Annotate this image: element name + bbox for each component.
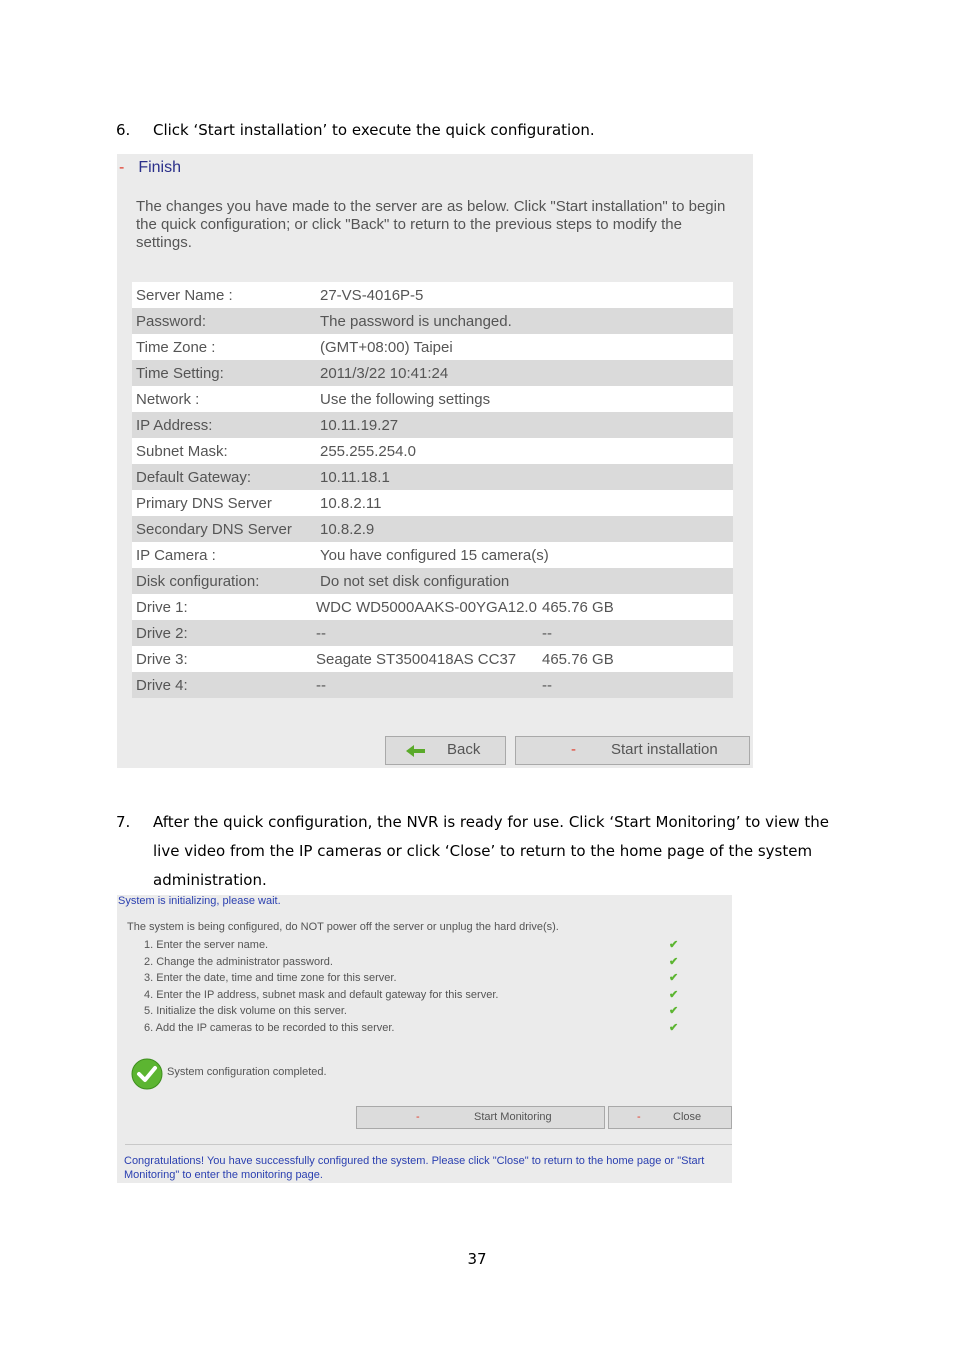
drive-model: -- <box>312 672 538 698</box>
start-label: Start installation <box>611 741 718 758</box>
row-value: (GMT+08:00) Taipei <box>312 334 733 360</box>
close-button[interactable] <box>608 1106 732 1129</box>
table-row <box>132 568 733 594</box>
checkmark-icon: ✔ <box>669 1005 679 1018</box>
start-icon: - <box>571 741 576 758</box>
congrats-message: Congratulations! You have successfully configured the system. Please click "Close" to return to the home page or "Start Monitoring" to enter the monitoring page. <box>124 1155 705 1181</box>
row-value: 255.255.254.0 <box>312 438 733 464</box>
row-value: You have configured 15 camera(s) <box>312 542 733 568</box>
row-label: Primary DNS Server <box>132 490 312 516</box>
row-label: IP Camera : <box>132 542 312 568</box>
panel-header <box>119 159 181 177</box>
start-monitoring-label: Start Monitoring <box>474 1111 552 1123</box>
checkmark-icon: ✔ <box>669 955 679 968</box>
row-label: Subnet Mask: <box>132 438 312 464</box>
step-number: 6. <box>116 121 131 139</box>
start-installation-button[interactable] <box>515 736 750 765</box>
drive-size: -- <box>538 672 733 698</box>
start-monitoring-button[interactable] <box>356 1106 605 1129</box>
checkmark-icon: ✔ <box>669 1021 679 1034</box>
step-label: 4. Enter the IP address, subnet mask and default gateway for this server. <box>144 988 499 1001</box>
start-monitoring-icon: - <box>416 1111 420 1123</box>
row-value: 10.11.18.1 <box>312 464 733 490</box>
step-text: After the quick configuration, the NVR is ready for use. Click ‘Start Monitoring’ to view the live video from the IP cameras or click ‘Close’ to return to the home page of the system administration. <box>153 813 830 889</box>
success-check-icon <box>131 1058 163 1090</box>
panel-title: Finish <box>138 159 182 176</box>
checkmark-icon: ✔ <box>669 939 679 951</box>
drive-label: Drive 2: <box>132 620 312 646</box>
list-item <box>144 1020 684 1037</box>
table-row <box>132 542 733 568</box>
table-row <box>132 282 733 308</box>
row-value: 27-VS-4016P-5 <box>312 282 733 308</box>
config-steps <box>144 937 684 1037</box>
checkmark-icon: ✔ <box>669 972 679 985</box>
drive-row <box>132 672 733 698</box>
drive-row <box>132 646 733 672</box>
close-label: Close <box>673 1111 702 1123</box>
row-label: Disk configuration: <box>132 568 312 594</box>
step-label: 3. Enter the date, time and time zone for this server. <box>144 972 397 985</box>
row-label: Server Name : <box>132 282 312 308</box>
completed-text: System configuration completed. <box>167 1066 327 1078</box>
arrow-left-icon <box>406 745 426 757</box>
divider <box>125 1144 732 1145</box>
list-item <box>144 954 684 971</box>
init-panel <box>117 895 732 1183</box>
row-value: Do not set disk configuration <box>312 568 733 594</box>
row-value: 10.8.2.11 <box>312 490 733 516</box>
table-row <box>132 490 733 516</box>
drive-model: Seagate ST3500418AS CC37 <box>312 646 538 672</box>
table-row <box>132 412 733 438</box>
step-label: 5. Initialize the disk volume on this server. <box>144 1005 347 1018</box>
table-row <box>132 334 733 360</box>
back-button[interactable] <box>385 736 506 765</box>
table-row <box>132 386 733 412</box>
row-label: Time Zone : <box>132 334 312 360</box>
row-value: 10.11.19.27 <box>312 412 733 438</box>
drive-size: -- <box>538 620 733 646</box>
finish-panel <box>117 154 753 768</box>
step-label: 6. Add the IP cameras to be recorded to this server. <box>144 1021 395 1034</box>
drive-size: 465.76 GB <box>538 646 733 672</box>
checkmark-icon: ✔ <box>669 988 679 1001</box>
drive-label: Drive 1: <box>132 594 312 620</box>
row-label: IP Address: <box>132 412 312 438</box>
drive-label: Drive 4: <box>132 672 312 698</box>
row-value: 10.8.2.9 <box>312 516 733 542</box>
list-item <box>144 937 684 954</box>
step-number: 7. <box>116 813 131 831</box>
row-label: Default Gateway: <box>132 464 312 490</box>
drive-model: -- <box>312 620 538 646</box>
back-label: Back <box>447 741 481 758</box>
row-value: The password is unchanged. <box>312 308 733 334</box>
drive-model: WDC WD5000AAKS-00YGA12.0 <box>312 594 538 620</box>
table-row <box>132 308 733 334</box>
list-item <box>144 1003 684 1020</box>
close-icon: - <box>637 1111 641 1123</box>
table-row <box>132 464 733 490</box>
summary-table <box>132 282 733 698</box>
list-item <box>144 970 684 987</box>
drive-label: Drive 3: <box>132 646 312 672</box>
drive-row <box>132 620 733 646</box>
step-label: 1. Enter the server name. <box>144 939 269 951</box>
drive-row <box>132 594 733 620</box>
row-label: Password: <box>132 308 312 334</box>
step-text: Click ‘Start installation’ to execute the quick configuration. <box>153 121 595 139</box>
row-value: 2011/3/22 10:41:24 <box>312 360 733 386</box>
page-number: 37 <box>467 1250 487 1268</box>
table-row <box>132 516 733 542</box>
drive-size: 465.76 GB <box>538 594 733 620</box>
step-label: 2. Change the administrator password. <box>144 955 333 968</box>
collapse-icon[interactable]: - <box>119 159 125 176</box>
row-label: Secondary DNS Server <box>132 516 312 542</box>
row-value: Use the following settings <box>312 386 733 412</box>
table-row <box>132 360 733 386</box>
row-label: Network : <box>132 386 312 412</box>
panel-intro: The changes you have made to the server are as below. Click "Start installation" to begin the quick configuration; or click "Back" to return to the previous steps to modify the settings. <box>136 198 726 251</box>
panel-title: System is initializing, please wait. <box>118 895 281 907</box>
list-item <box>144 987 684 1004</box>
warning-message: The system is being configured, do NOT power off the server or unplug the hard drive(s). <box>127 921 559 933</box>
row-label: Time Setting: <box>132 360 312 386</box>
table-row <box>132 438 733 464</box>
